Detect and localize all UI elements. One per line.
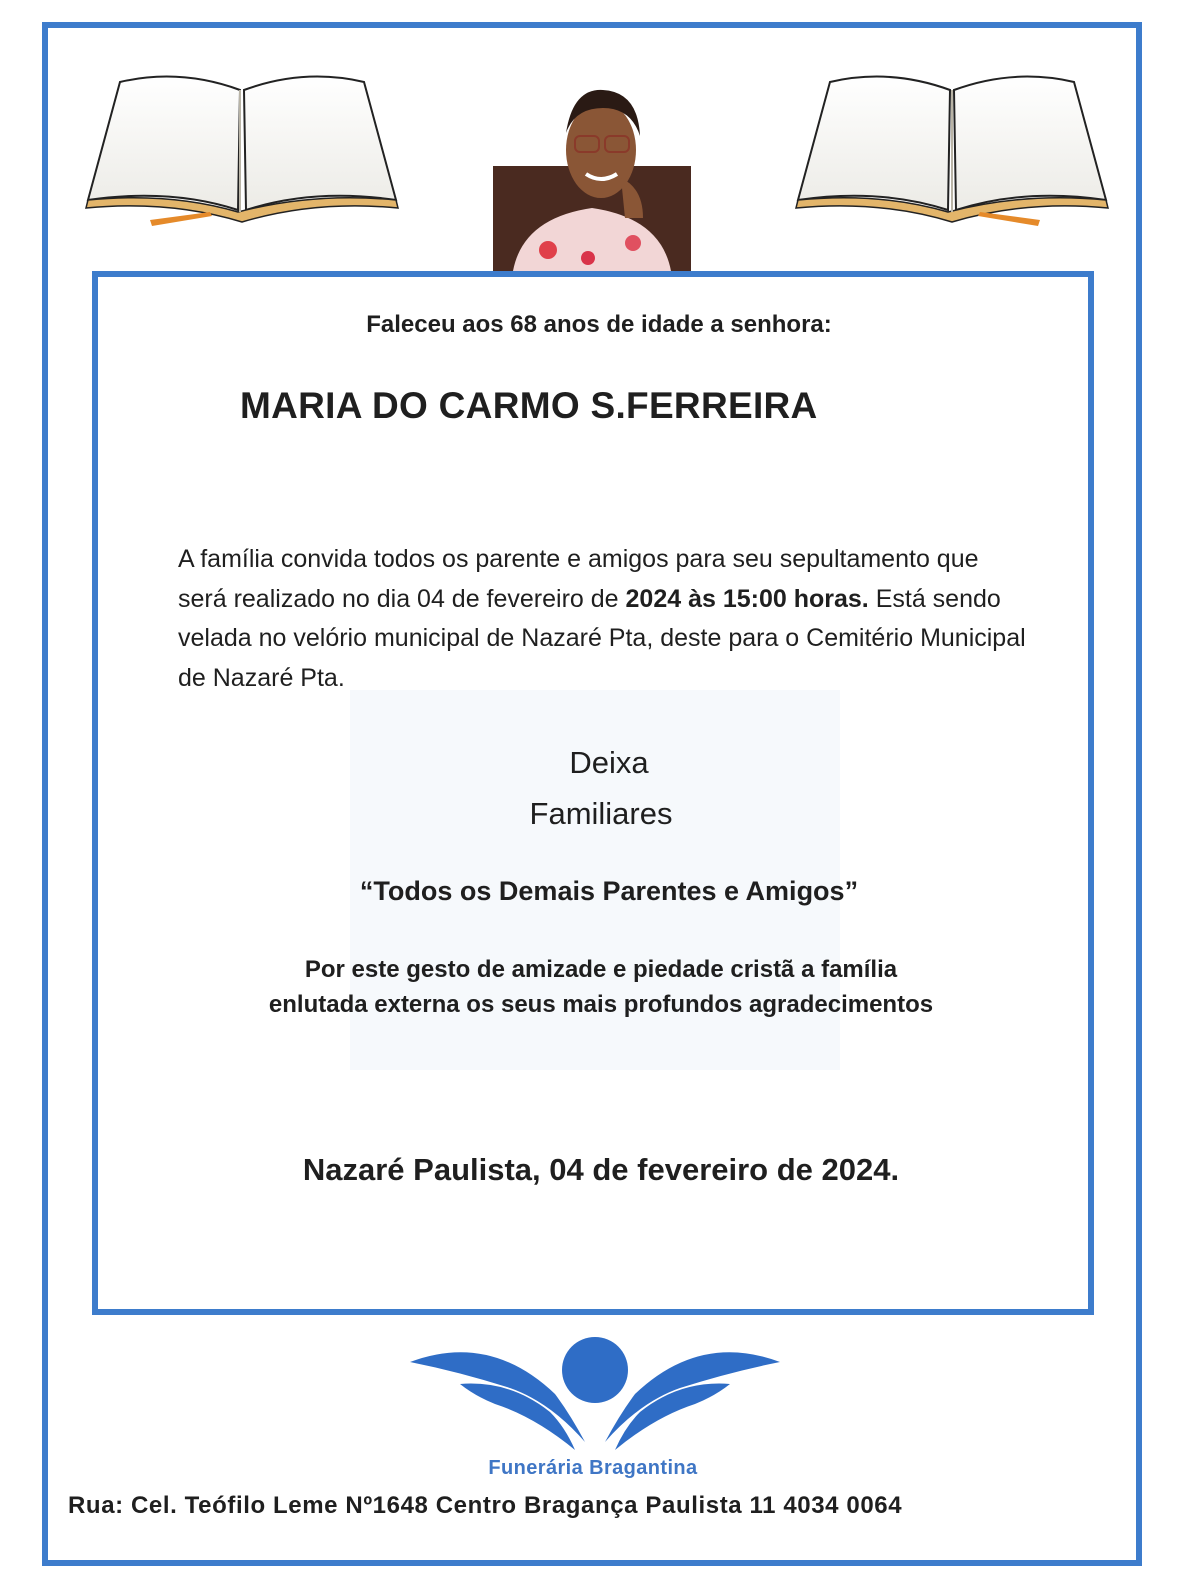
announcement-text-part2: Está sendo velada no velório municipal de Nazaré Pta, deste para o Cemitério Municipal de Nazaré Pta. xyxy=(178,584,1026,692)
leaves-heading: Deixa xyxy=(569,745,649,780)
deceased-portrait xyxy=(493,78,691,271)
quote-line: “Todos os Demais Parentes e Amigos” xyxy=(359,876,859,906)
thanks-line-1: Por este gesto de amizade e piedade cristã a família xyxy=(304,956,898,983)
deceased-name: MARIA DO CARMO S.FERREIRA xyxy=(240,385,818,426)
funeral-home-logo-icon xyxy=(400,1332,790,1457)
announcement-text-part1: A família convida todos os parente e amigos para seu sepultamento que será realizado no dia 04 de fevereiro de xyxy=(178,545,979,613)
thanks-line-2: enlutada externa os seus mais profundos agradecimentos xyxy=(268,991,934,1018)
company-name: Funerária Bragantina xyxy=(488,1457,698,1479)
announcement-date-time: 2024 às 15:00 horas. xyxy=(625,584,869,613)
open-bible-icon xyxy=(790,60,1115,240)
intro-line: Faleceu aos 68 anos de idade a senhora: xyxy=(366,311,832,338)
company-address: Rua: Cel. Teófilo Leme Nº1648 Centro Bragança Paulista 11 4034 0064 xyxy=(68,1492,903,1519)
announcement-text xyxy=(178,540,1028,698)
open-bible-icon xyxy=(80,60,405,240)
place-date: Nazaré Paulista, 04 de fevereiro de 2024. xyxy=(302,1152,900,1187)
thanks-message xyxy=(0,952,1198,1022)
leaves-family: Familiares xyxy=(529,796,673,831)
